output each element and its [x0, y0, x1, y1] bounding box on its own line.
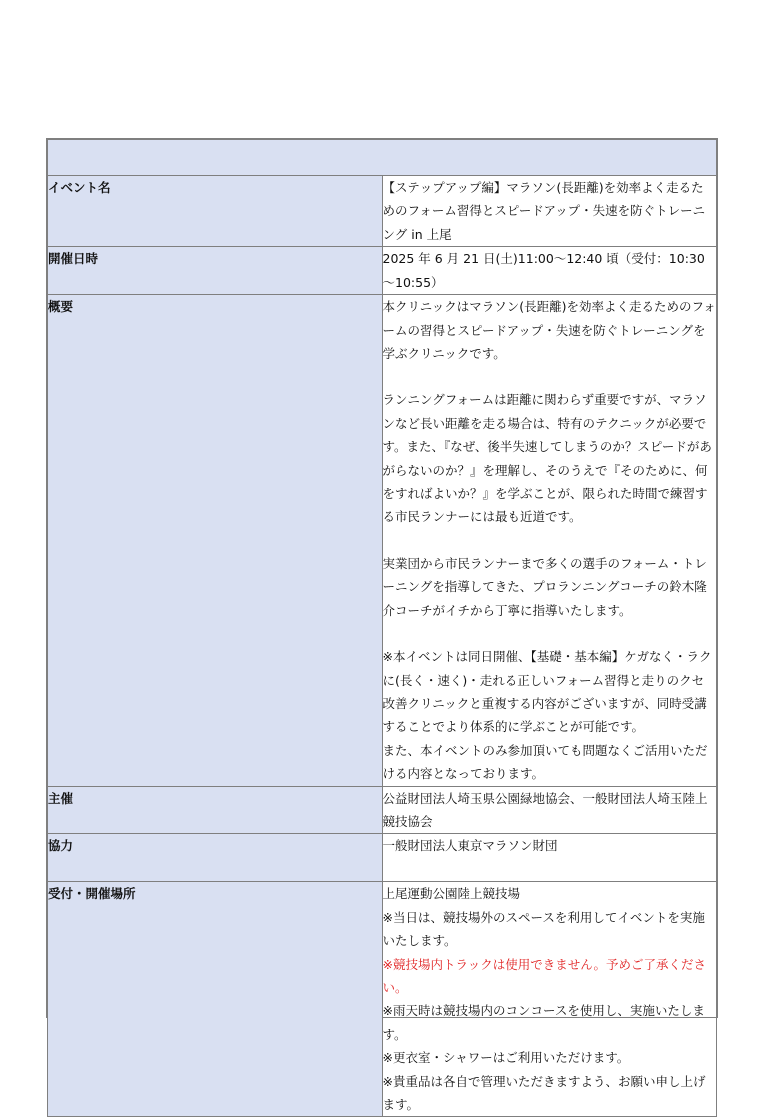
value-organizer: 公益財団法人埼玉県公園緑地協会、一般財団法人埼玉陸上競技協会 [382, 786, 717, 834]
value-overview [382, 295, 717, 786]
row-date [48, 247, 717, 295]
value-date: 2025 年 6 月 21 日(土)11:00～12:40 頃（受付：10:30～10:55） [382, 247, 717, 295]
value-cooperation: 一般財団法人東京マラソン財団 [382, 834, 717, 882]
label-venue: 受付・開催場所 [48, 882, 383, 1117]
overview-paragraph-4: ※本イベントは同日開催、【基礎・基本編】ケガなく・ラクに(長く・速く)・走れる正しいフォーム習得と走りのクセ改善クリニックと重複する内容がございますが、同時受講することでより体系的に学ぶことが可能です。 [382, 649, 712, 735]
row-overview [48, 295, 717, 786]
value-venue [382, 882, 717, 1117]
row-organizer [48, 786, 717, 834]
label-organizer: 主催 [48, 786, 383, 834]
label-event-name: イベント名 [48, 176, 383, 247]
label-cooperation: 協力 [48, 834, 383, 882]
table-header-row [48, 140, 717, 176]
row-cooperation [48, 834, 717, 882]
venue-warning-line: ※競技場内トラックは使用できません。予めご了承ください。 [382, 956, 706, 995]
overview-paragraph-5: また、本イベントのみ参加頂いても問題なくご活用いただける内容となっております。 [382, 742, 708, 782]
overview-paragraph-3: 実業団から市民ランナーまで多くの選手のフォーム・トレーニングを指導してきた、プロランニングコーチの鈴木隆介コーチがイチから丁寧に指導いたします。 [382, 555, 707, 618]
venue-line-4: ※雨天時は競技場内のコンコースを使用し、実施いたします。 [382, 1003, 705, 1042]
venue-line-5: ※更衣室・シャワーはご利用いただけます。 [382, 1050, 630, 1066]
label-date: 開催日時 [48, 247, 383, 295]
venue-line-6: ※貴重品は各自で管理いただきますよう、お願い申し上げます。 [382, 1073, 706, 1112]
value-event-name: 【ステップアップ編】マラソン(長距離)を効率よく走るためのフォーム習得とスピードアップ・失速を防ぐトレーニング in 上尾 [382, 176, 717, 247]
event-info-table [47, 139, 717, 1117]
overview-paragraph-1: 本クリニックはマラソン(長距離)を効率よく走るためのフォームの習得とスピードアップ・失速を防ぐトレーニングを学ぶクリニックです。 [382, 299, 716, 362]
event-info-sheet [46, 138, 718, 1112]
table-header-cell [48, 140, 717, 176]
venue-line-2: ※当日は、競技場外のスペースを利用してイベントを実施いたします。 [382, 909, 705, 949]
row-venue [48, 882, 717, 1117]
label-overview: 概要 [48, 295, 383, 786]
overview-paragraph-2: ランニングフォームは距離に関わらず重要ですが、マラソンなど長い距離を走る場合は、特有のテクニックが必要です。また、『なぜ、後半失速してしまうのか？スピードがあがらないのか？』を理解し、そのうえで『そのために、何をすればよいか？』を学ぶことが、限られた時間で練習する市民ランナーには最も近道です。 [382, 392, 712, 525]
row-event-name [48, 176, 717, 247]
venue-line-1: 上尾運動公園陸上競技場 [382, 886, 521, 902]
